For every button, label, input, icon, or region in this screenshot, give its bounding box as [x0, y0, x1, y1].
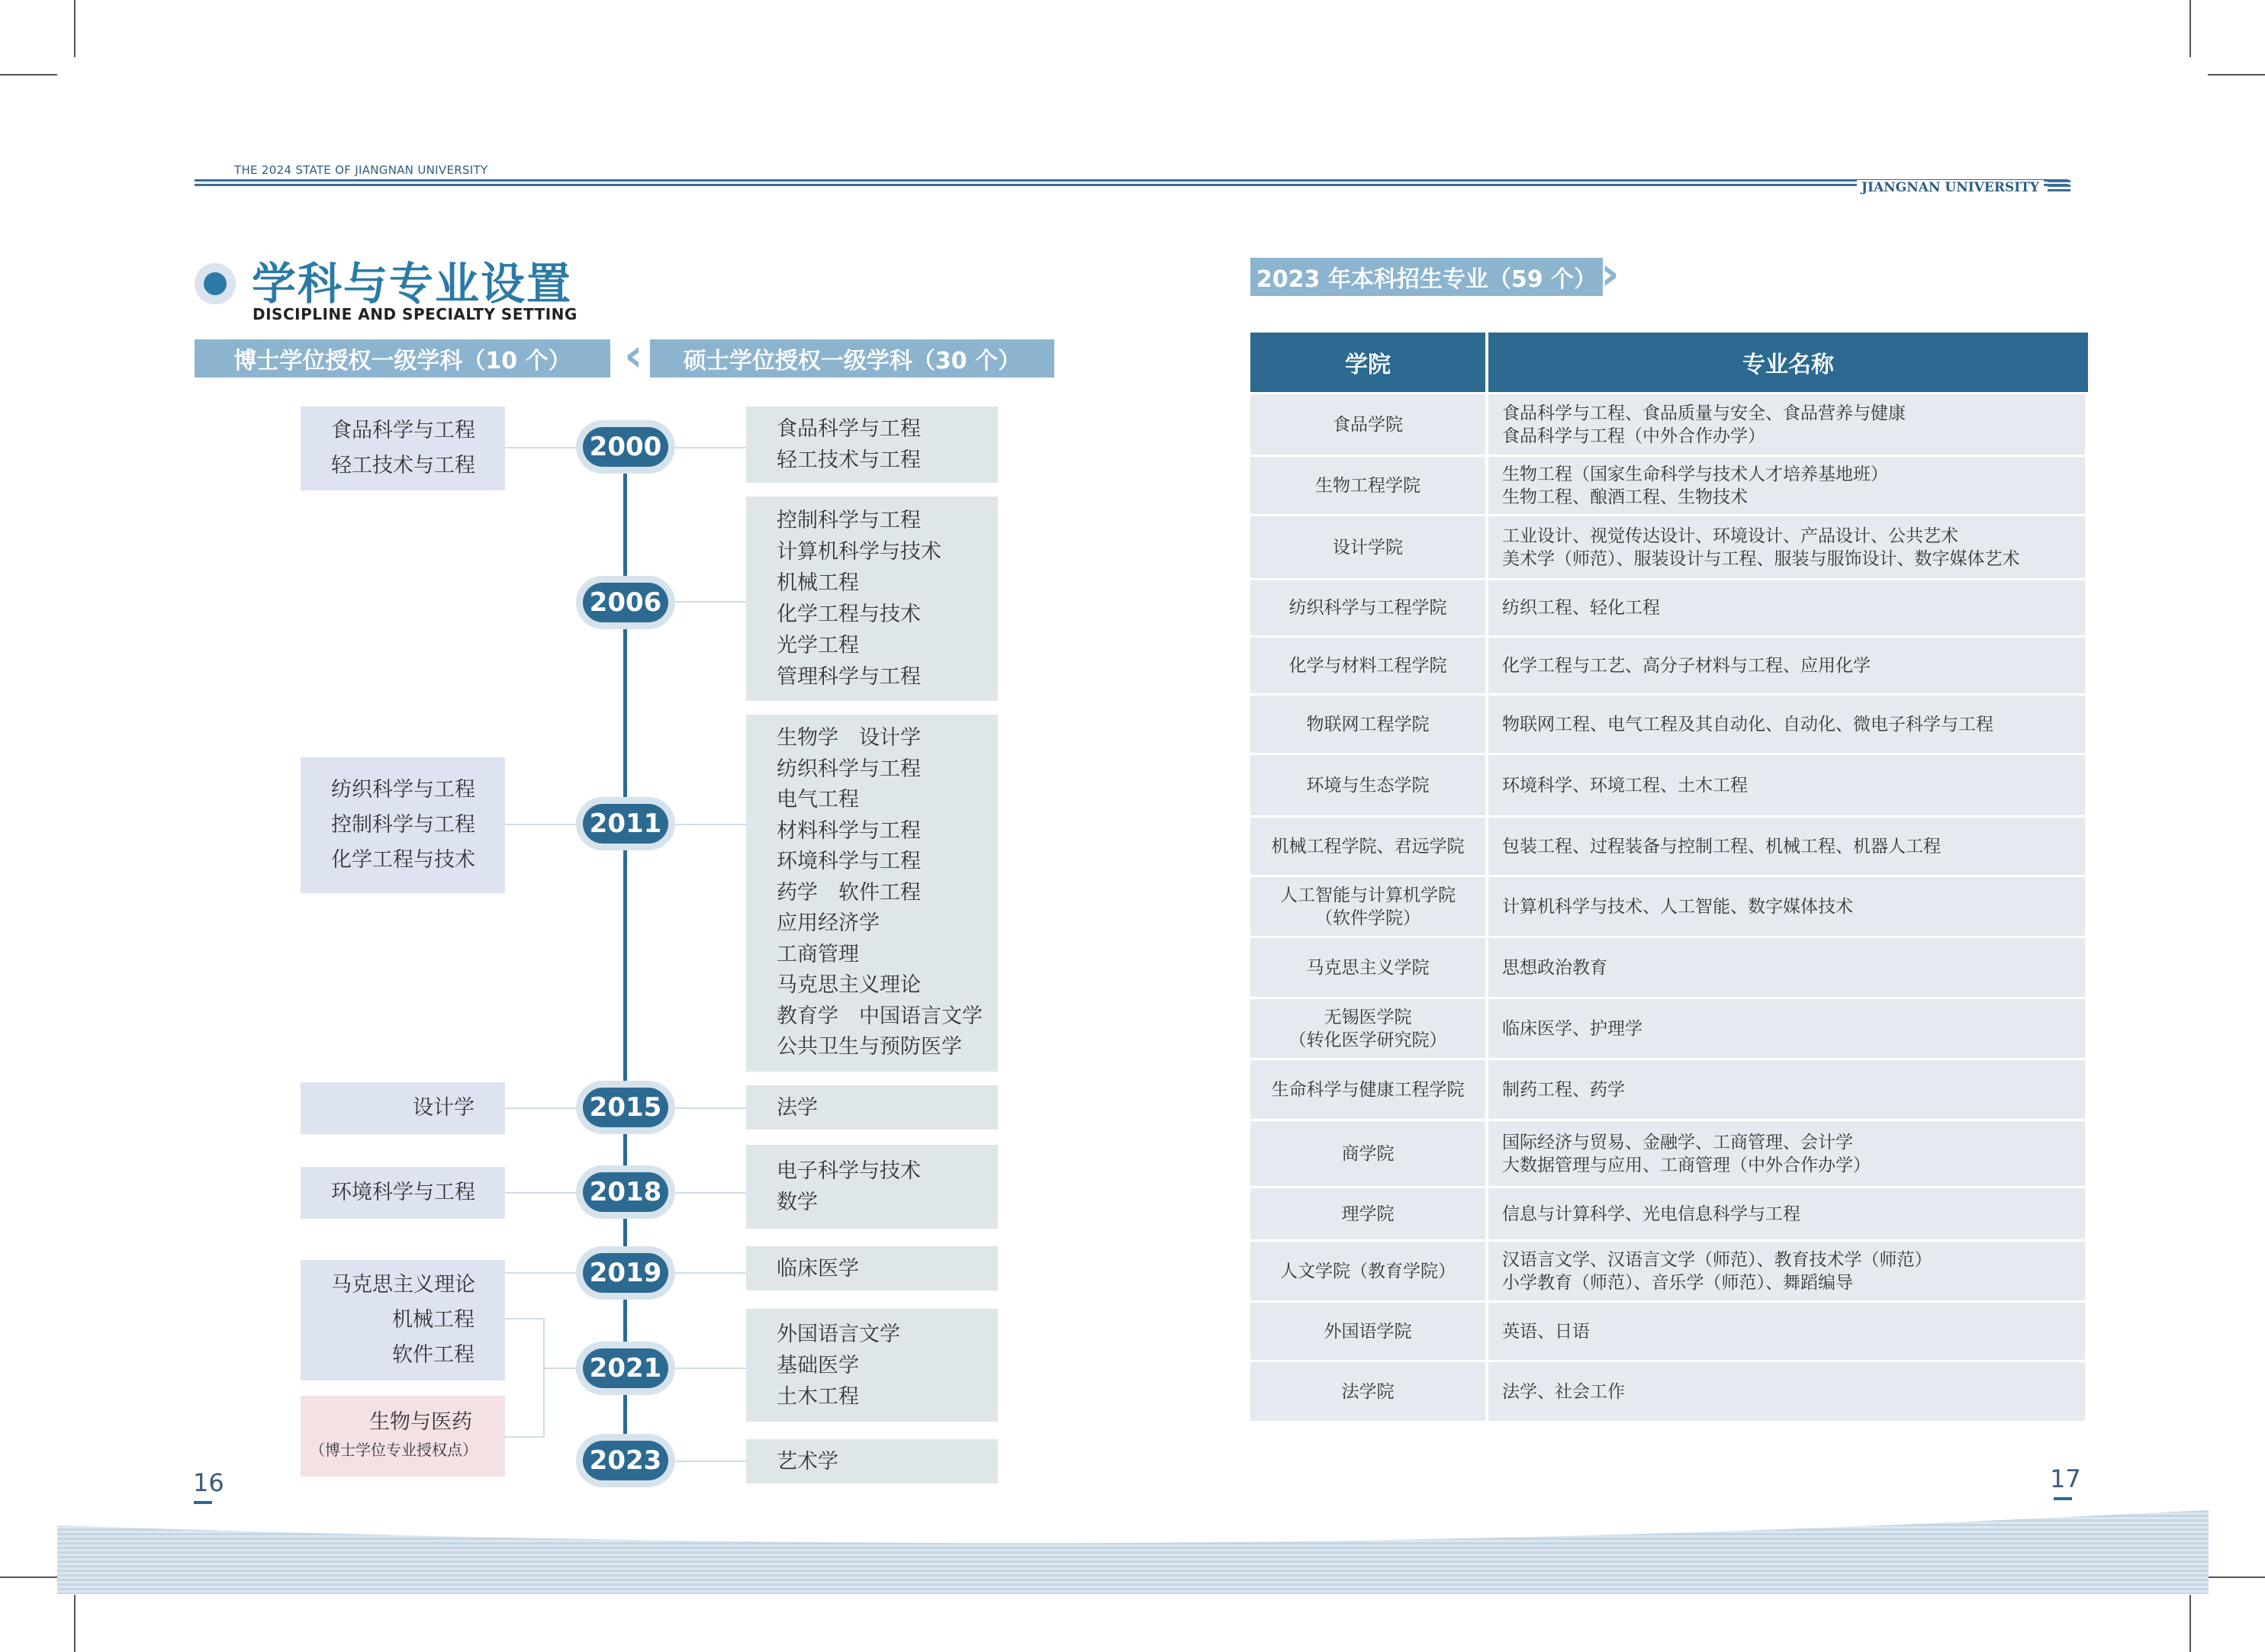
- major-cell: 生物工程（国家生命科学与技术人才培养基地班） 生物工程、酿酒工程、生物技术: [1488, 455, 2088, 514]
- section-bullet-icon: [204, 272, 227, 295]
- table-row: [1250, 1119, 2088, 1186]
- table-row: [1250, 1300, 2088, 1360]
- crop-mark: [2208, 74, 2265, 76]
- major-cell: 物联网工程、电气工程及其自动化、自动化、微电子科学与工程: [1488, 693, 2088, 753]
- major-cell: 计算机科学与技术、人工智能、数字媒体技术: [1488, 875, 2088, 936]
- chevron-left-icon: ‹: [624, 329, 643, 382]
- college-cell: 商学院: [1250, 1119, 1488, 1186]
- table-row: [1250, 1239, 2088, 1300]
- table-header-row: [1250, 333, 2088, 392]
- master-box-2006: 控制科学与工程 计算机科学与技术 机械工程 化学工程与技术 光学工程 管理科学与工程: [746, 497, 998, 701]
- major-cell: 英语、日语: [1488, 1300, 2088, 1360]
- page-number-underline: [194, 1501, 212, 1504]
- page-number-left: 16: [193, 1468, 224, 1497]
- header-right-bars: [2048, 180, 2070, 192]
- bracket: [505, 1436, 545, 1438]
- major-cell: 制药工程、药学: [1488, 1058, 2088, 1119]
- major-cell: 包装工程、过程装备与控制工程、机械工程、机器人工程: [1488, 815, 2088, 875]
- major-cell: 化学工程与工艺、高分子材料与工程、应用化学: [1488, 635, 2088, 693]
- master-box-2015: 法学: [746, 1085, 998, 1130]
- college-cell: 机械工程学院、君远学院: [1250, 815, 1488, 875]
- table-row: [1250, 455, 2088, 514]
- section-title: 学科与专业设置: [252, 258, 573, 310]
- year-marker-2015: 2015: [576, 1081, 675, 1134]
- college-cell: 纺织科学与工程学院: [1250, 578, 1488, 635]
- doctoral-box-2019: 马克思主义理论 机械工程 软件工程: [301, 1260, 505, 1380]
- table-row: [1250, 635, 2088, 693]
- chevron-right-icon: ›: [1601, 247, 1620, 301]
- major-cell: 纺织工程、轻化工程: [1488, 578, 2088, 635]
- major-cell: 国际经济与贸易、金融学、工商管理、会计学 大数据管理与应用、工商管理（中外合作办学）: [1488, 1119, 2088, 1186]
- table-row: [1250, 815, 2088, 875]
- year-marker-2000: 2000: [576, 420, 675, 474]
- year-marker-2006: 2006: [576, 576, 675, 629]
- table-row: [1250, 753, 2088, 815]
- table-row: [1250, 875, 2088, 936]
- undergrad-banner: 2023 年本科招生专业（59 个）: [1250, 258, 1603, 296]
- doctoral-box-2018: 环境科学与工程: [301, 1167, 505, 1219]
- college-cell: 无锡医学院 （转化医学研究院）: [1250, 997, 1488, 1058]
- major-cell: 环境科学、环境工程、土木工程: [1488, 753, 2088, 815]
- table-row: [1250, 693, 2088, 753]
- crop-mark: [74, 1595, 76, 1652]
- master-box-2019: 临床医学: [746, 1246, 998, 1290]
- section-subtitle: DISCIPLINE AND SPECIALTY SETTING: [253, 305, 578, 323]
- master-banner: 硕士学位授权一级学科（30 个）: [650, 339, 1054, 378]
- crop-mark: [0, 1576, 57, 1578]
- major-cell: 思想政治教育: [1488, 936, 2088, 997]
- college-cell: 生物工程学院: [1250, 455, 1488, 514]
- college-cell: 理学院: [1250, 1186, 1488, 1239]
- master-box-2011: 生物学 设计学 纺织科学与工程 电气工程 材料科学与工程 环境科学与工程 药学 软件工程 应用经济学 工商管理 马克思主义理论 教育学 中国语言文学 公共卫生与预防医学: [746, 715, 998, 1072]
- header-left-text: THE 2024 STATE OF JIANGNAN UNIVERSITY: [234, 163, 488, 177]
- college-cell: 食品学院: [1250, 392, 1488, 455]
- year-marker-2018: 2018: [576, 1165, 675, 1219]
- table-row: [1250, 392, 2088, 455]
- major-cell: 汉语言文学、汉语言文学（师范）、教育技术学（师范） 小学教育（师范）、音乐学（师范）、舞蹈编导: [1488, 1239, 2088, 1300]
- column-header-college: 学院: [1250, 333, 1488, 392]
- crop-mark: [2208, 1576, 2265, 1578]
- master-box-2023: 艺术学: [746, 1439, 998, 1483]
- year-marker-2021: 2021: [576, 1342, 675, 1395]
- major-cell: 法学、社会工作: [1488, 1360, 2088, 1421]
- doctoral-banner: 博士学位授权一级学科（10 个）: [195, 339, 610, 378]
- college-cell: 外国语学院: [1250, 1300, 1488, 1360]
- crop-mark: [0, 74, 57, 76]
- table-row: [1250, 997, 2088, 1058]
- table-row: [1250, 514, 2088, 578]
- majors-table: [1250, 333, 2088, 1421]
- chevron-right-icon: ›: [595, 329, 614, 382]
- table-row: [1250, 1360, 2088, 1421]
- master-box-2021: 外国语言文学 基础医学 土木工程: [746, 1309, 998, 1422]
- master-box-2000: 食品科学与工程 轻工技术与工程: [746, 407, 998, 483]
- header-right-text: JIANGNAN UNIVERSITY: [1857, 180, 2044, 195]
- college-cell: 人文学院（教育学院）: [1250, 1239, 1488, 1300]
- crop-mark: [2189, 0, 2191, 57]
- college-cell: 人工智能与计算机学院 （软件学院）: [1250, 875, 1488, 936]
- college-cell: 马克思主义学院: [1250, 936, 1488, 997]
- doctoral-box-2015: 设计学: [301, 1082, 505, 1134]
- college-cell: 物联网工程学院: [1250, 693, 1488, 753]
- professional-doctorate-box: 生物与医药 （博士学位专业授权点）: [301, 1396, 505, 1477]
- bracket: [543, 1318, 545, 1438]
- college-cell: 设计学院: [1250, 514, 1488, 578]
- doctoral-box-2011: 纺织科学与工程 控制科学与工程 化学工程与技术: [301, 757, 505, 893]
- decorative-wave: [57, 1510, 2209, 1594]
- college-cell: 法学院: [1250, 1360, 1488, 1421]
- major-cell: 信息与计算科学、光电信息科学与工程: [1488, 1186, 2088, 1239]
- college-cell: 化学与材料工程学院: [1250, 635, 1488, 693]
- table-row: [1250, 936, 2088, 997]
- page-number-underline: [2054, 1497, 2072, 1500]
- master-box-2018: 电子科学与技术 数学: [746, 1145, 998, 1229]
- major-cell: 食品科学与工程、食品质量与安全、食品营养与健康 食品科学与工程（中外合作办学）: [1488, 392, 2088, 455]
- table-row: [1250, 578, 2088, 635]
- page-number-right: 17: [2050, 1464, 2081, 1493]
- column-header-major: 专业名称: [1488, 333, 2088, 392]
- major-cell: 工业设计、视觉传达设计、环境设计、产品设计、公共艺术 美术学（师范）、服装设计与工程、服装与服饰设计、数字媒体艺术: [1488, 514, 2088, 578]
- year-marker-2023: 2023: [576, 1434, 675, 1487]
- major-cell: 临床医学、护理学: [1488, 997, 2088, 1058]
- crop-mark: [74, 0, 76, 57]
- doctoral-box-2000: 食品科学与工程 轻工技术与工程: [301, 407, 505, 490]
- crop-mark: [2189, 1595, 2191, 1652]
- table-row: [1250, 1058, 2088, 1119]
- college-cell: 环境与生态学院: [1250, 753, 1488, 815]
- college-cell: 生命科学与健康工程学院: [1250, 1058, 1488, 1119]
- year-marker-2011: 2011: [576, 797, 675, 850]
- bracket: [505, 1318, 545, 1319]
- table-row: [1250, 1186, 2088, 1239]
- header-rule: [195, 179, 2068, 190]
- year-marker-2019: 2019: [576, 1246, 675, 1300]
